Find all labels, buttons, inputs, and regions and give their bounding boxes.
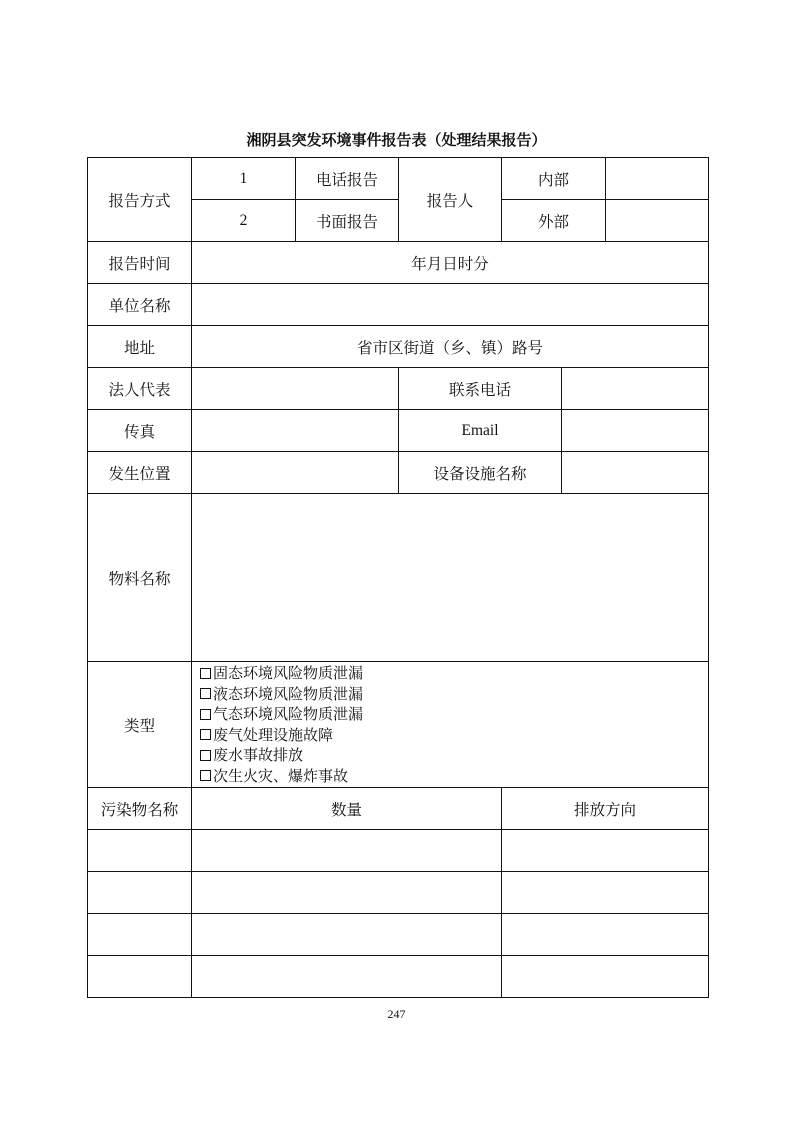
checkbox-icon[interactable]: [200, 688, 211, 699]
type-option-label: 废气处理设施故障: [213, 725, 334, 744]
type-option-label: 液态环境风险物质泄漏: [213, 684, 364, 703]
email-value-cell[interactable]: [562, 410, 709, 452]
quantity-header: 数量: [192, 788, 502, 830]
pollutant-name-cell[interactable]: [88, 956, 192, 998]
pollutant-name-cell[interactable]: [88, 872, 192, 914]
quantity-cell[interactable]: [192, 830, 502, 872]
type-option-label: 气态环境风险物质泄漏: [213, 705, 364, 723]
type-option-label: 废水事故排放: [213, 746, 304, 764]
checkbox-icon[interactable]: [200, 770, 211, 781]
discharge-direction-cell[interactable]: [502, 956, 709, 998]
checkbox-icon[interactable]: [200, 729, 211, 740]
quantity-cell[interactable]: [192, 956, 502, 998]
material-row: [88, 494, 709, 662]
external-value-cell[interactable]: [606, 200, 709, 242]
fax-label: 传真: [88, 410, 192, 452]
page-number: 247: [387, 1007, 406, 1021]
unit-name-value-cell[interactable]: [192, 284, 709, 326]
pollutant-name-cell[interactable]: [88, 914, 192, 956]
pollutant-header-row: [88, 788, 709, 830]
internal-value-cell[interactable]: [606, 158, 709, 200]
pollutant-row: [88, 956, 709, 998]
discharge-direction-cell[interactable]: [502, 914, 709, 956]
pollutant-row: [88, 830, 709, 872]
type-option-exhaust-failure[interactable]: [200, 725, 708, 746]
email-label: Email: [399, 410, 562, 452]
quantity-cell[interactable]: [192, 914, 502, 956]
discharge-direction-cell[interactable]: [502, 872, 709, 914]
contact-phone-value-cell[interactable]: [562, 368, 709, 410]
address-value[interactable]: 省市区街道（乡、镇）路号: [192, 326, 709, 368]
internal-label: 内部: [502, 158, 606, 200]
discharge-direction-header: 排放方向: [502, 788, 709, 830]
report-method-label: 报告方式: [88, 158, 192, 242]
quantity-cell[interactable]: [192, 872, 502, 914]
type-option-label: 固态环境风险物质泄漏: [213, 664, 364, 682]
fax-row: [88, 410, 709, 452]
method-phone-label: 电话报告: [296, 158, 399, 200]
type-option-fire-explosion[interactable]: [200, 766, 708, 787]
type-row: [88, 662, 709, 788]
location-label: 发生位置: [88, 452, 192, 494]
type-option-wastewater-discharge[interactable]: [200, 745, 708, 766]
form-title: 湘阴县突发环境事件报告表（处理结果报告）: [246, 131, 547, 149]
type-label: 类型: [88, 662, 192, 788]
fax-value-cell[interactable]: [192, 410, 399, 452]
type-options-list: [200, 663, 708, 786]
reporter-label: 报告人: [399, 158, 502, 242]
address-row: [88, 326, 709, 368]
external-label: 外部: [502, 200, 606, 242]
legal-rep-row: [88, 368, 709, 410]
location-row: [88, 452, 709, 494]
report-time-label: 报告时间: [88, 242, 192, 284]
address-label: 地址: [88, 326, 192, 368]
material-value-cell[interactable]: [192, 494, 709, 662]
type-option-label: 次生火灾、爆炸事故: [213, 766, 349, 785]
facility-name-label: 设备设施名称: [399, 452, 562, 494]
method-number-2: 2: [192, 200, 296, 242]
report-form-table: [87, 157, 709, 998]
report-time-value[interactable]: 年月日时分: [192, 242, 709, 284]
method-written-label: 书面报告: [296, 200, 399, 242]
unit-name-label: 单位名称: [88, 284, 192, 326]
pollutant-row: [88, 872, 709, 914]
material-label: 物料名称: [88, 494, 192, 662]
discharge-direction-cell[interactable]: [502, 830, 709, 872]
checkbox-icon[interactable]: [200, 668, 211, 679]
contact-phone-label: 联系电话: [399, 368, 562, 410]
unit-name-row: [88, 284, 709, 326]
checkbox-icon[interactable]: [200, 750, 211, 761]
type-option-solid-leak[interactable]: [200, 663, 708, 684]
location-value-cell[interactable]: [192, 452, 399, 494]
legal-rep-value-cell[interactable]: [192, 368, 399, 410]
report-time-row: [88, 242, 709, 284]
report-method-row-1: [88, 158, 709, 200]
type-option-gas-leak[interactable]: [200, 704, 708, 725]
pollutant-name-header: 污染物名称: [88, 788, 192, 830]
checkbox-icon[interactable]: [200, 709, 211, 720]
type-options-cell: [192, 662, 709, 788]
method-number-1: 1: [192, 158, 296, 200]
legal-rep-label: 法人代表: [88, 368, 192, 410]
pollutant-row: [88, 914, 709, 956]
facility-name-value-cell[interactable]: [562, 452, 709, 494]
type-option-liquid-leak[interactable]: [200, 684, 708, 705]
pollutant-name-cell[interactable]: [88, 830, 192, 872]
